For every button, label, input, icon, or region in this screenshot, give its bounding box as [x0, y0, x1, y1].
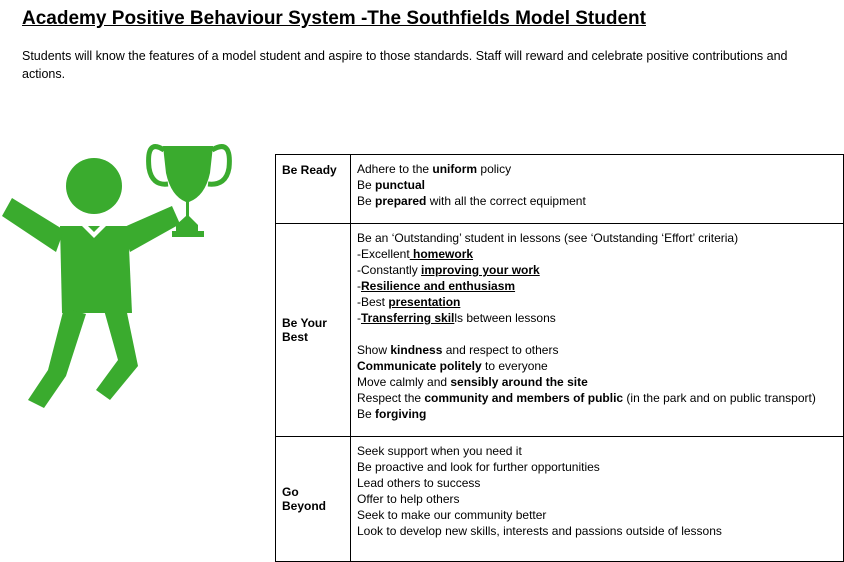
criteria-item	[357, 507, 837, 523]
criteria-text: sensibly around the site	[450, 375, 588, 389]
criteria-text: and respect to others	[442, 343, 559, 357]
criteria-text: Respect the	[357, 391, 425, 405]
criteria-item	[357, 262, 837, 278]
heading-be-ready: Be Ready	[276, 155, 351, 224]
criteria-item	[357, 459, 837, 475]
criteria-text: Seek support when you need it	[357, 444, 522, 458]
criteria-text: forgiving	[375, 407, 427, 421]
criteria-item	[357, 193, 837, 209]
criteria-item	[357, 246, 837, 262]
criteria-list	[351, 155, 844, 224]
criteria-text: Offer to help others	[357, 492, 460, 506]
criteria-item	[357, 475, 837, 491]
trophy-figure-icon	[0, 128, 250, 408]
criteria-text: Be proactive and look for further opportunities	[357, 460, 600, 474]
criteria-text: prepared	[375, 194, 427, 208]
criteria-text: Seek to make our community better	[357, 508, 547, 522]
criteria-text: Be	[357, 194, 376, 208]
criteria-text: Be	[357, 178, 376, 192]
criteria-item	[357, 278, 837, 294]
criteria-text: Lead others to success	[357, 476, 481, 490]
criteria-text: homework	[409, 247, 474, 261]
criteria-text: Resilience and enthusiasm	[361, 279, 516, 293]
criteria-text: Move calmly and	[357, 375, 451, 389]
page-title: Academy Positive Behaviour System -The Southfields Model Student	[22, 8, 646, 29]
criteria-item	[357, 390, 837, 406]
heading-be-your-best: Be Your Best	[276, 224, 351, 437]
criteria-text: (in the park and on public transport)	[623, 391, 816, 405]
row-be-ready	[276, 155, 844, 224]
criteria-item	[357, 310, 837, 326]
criteria-text: Communicate politely	[357, 359, 482, 373]
criteria-text: punctual	[375, 178, 426, 192]
row-be-your-best	[276, 224, 844, 437]
criteria-item	[357, 374, 837, 390]
criteria-text: Be	[357, 407, 376, 421]
criteria-item	[357, 161, 837, 177]
criteria-text: -	[357, 311, 361, 325]
row-go-beyond	[276, 437, 844, 562]
criteria-text: Transferring skil	[361, 311, 455, 325]
criteria-text: to everyone	[481, 359, 548, 373]
criteria-list	[351, 224, 844, 437]
behaviour-criteria-table	[275, 154, 844, 562]
criteria-item	[357, 491, 837, 507]
criteria-item	[357, 523, 837, 539]
criteria-text: -	[357, 279, 361, 293]
criteria-text: Be an ‘Outstanding’ student in lessons (see ‘Outstanding ‘Effort’ criteria)	[357, 231, 739, 245]
intro-paragraph: Students will know the features of a model student and aspire to those standards. Staff will reward and celebrate positive contributions and actions.	[22, 49, 788, 81]
criteria-list	[351, 437, 844, 562]
heading-go-beyond: Go Beyond	[276, 437, 351, 562]
criteria-text: Show	[357, 343, 391, 357]
spacer	[357, 326, 837, 342]
criteria-item	[357, 406, 837, 422]
criteria-text: -Best	[357, 295, 389, 309]
criteria-text: -Excellent	[357, 247, 410, 261]
criteria-item	[357, 443, 837, 459]
criteria-text: improving your work	[421, 263, 540, 277]
criteria-item	[357, 177, 837, 193]
criteria-item	[357, 342, 837, 358]
criteria-text: kindness	[390, 343, 443, 357]
criteria-item	[357, 294, 837, 310]
criteria-text: -Constantly	[357, 263, 422, 277]
criteria-item	[357, 230, 837, 246]
criteria-text: with all the correct equipment	[426, 194, 586, 208]
criteria-item	[357, 358, 837, 374]
criteria-text: Adhere to the	[357, 162, 433, 176]
criteria-text: Look to develop new skills, interests and passions outside of lessons	[357, 524, 722, 538]
criteria-text: ls between lessons	[454, 311, 556, 325]
criteria-text: uniform	[432, 162, 478, 176]
criteria-text: community and members of public	[424, 391, 624, 405]
criteria-text: policy	[477, 162, 512, 176]
criteria-text: presentation	[388, 295, 461, 309]
